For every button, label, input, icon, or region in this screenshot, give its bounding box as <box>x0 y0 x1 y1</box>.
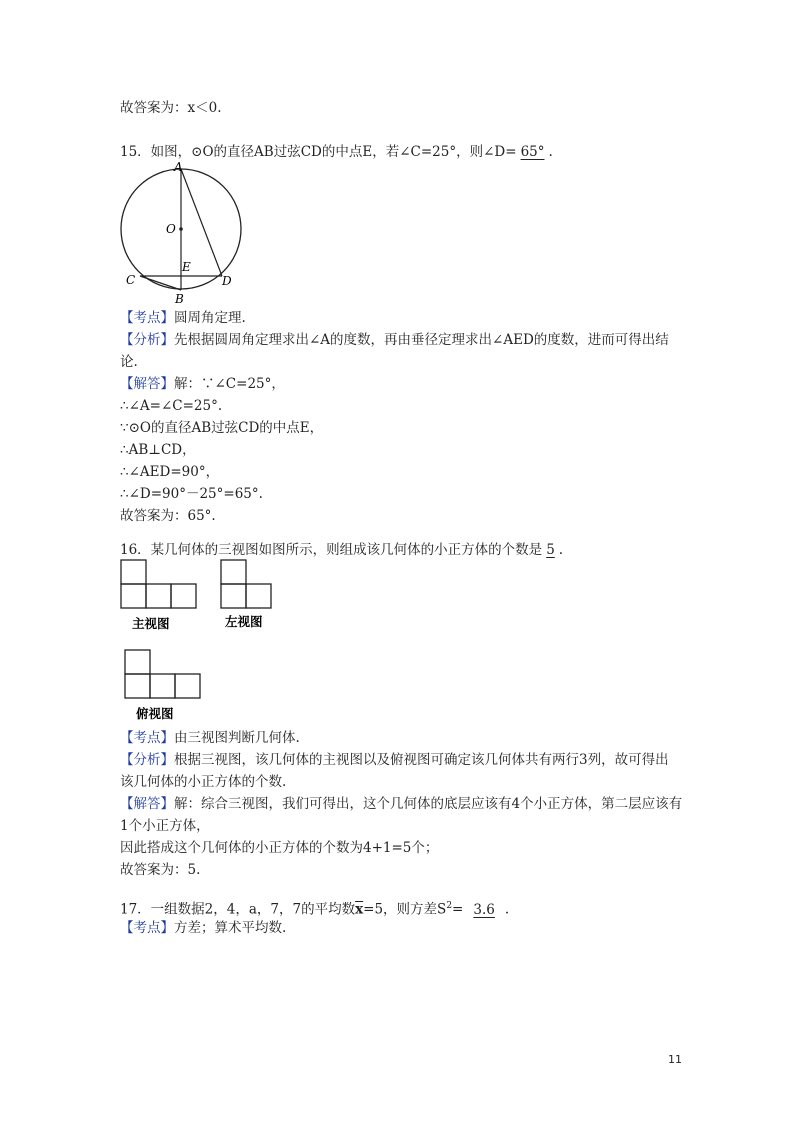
circle-figure <box>118 160 248 305</box>
q16-answer: 5 <box>546 542 555 558</box>
q15-step-6: ∴∠D=90°－25°=65°. <box>120 486 263 502</box>
left-view-label: 左视图 <box>225 614 263 629</box>
jieda-text: 解：综合三视图，我们可得出，这个几何体的底层应该有4个小正方体，第二层应该有 <box>174 796 683 812</box>
label-d: D <box>222 274 232 288</box>
q16-text: 16．某几何体的三视图如图所示，则组成该几何体的小正方体的个数是 <box>120 542 543 558</box>
label-e: E <box>182 260 191 274</box>
kaodian-tag: 【考点】 <box>120 920 174 936</box>
q17-text: 17．一组数据2，4，a，7，7的平均数 <box>120 901 356 918</box>
kaodian-text: 方差；算术平均数. <box>174 920 287 936</box>
kaodian-text: 由三视图判断几何体. <box>174 730 300 746</box>
jieda-tag: 【解答】 <box>120 796 174 812</box>
q16-jieda-3: 因此搭成这个几何体的小正方体的个数为4+1=5个； <box>120 840 439 856</box>
question-15 <box>120 142 553 162</box>
kaodian-tag: 【考点】 <box>120 730 174 746</box>
q17-mid: =5，则方差S <box>363 901 447 918</box>
q16-fenxi <box>120 750 669 770</box>
q17-eq: = <box>452 901 464 918</box>
kaodian-tag: 【考点】 <box>120 310 174 326</box>
q15-step-2: ∴∠A=∠C=25°. <box>120 398 223 414</box>
q17-sup: 2 <box>446 901 453 911</box>
chord-cb <box>140 276 181 290</box>
q16-end: . <box>558 542 564 558</box>
jieda-tag: 【解答】 <box>120 376 174 392</box>
q15-step-5: ∴∠AED=90°， <box>120 464 220 480</box>
x-bar: $\overline{x}$ <box>355 901 364 918</box>
question-16 <box>120 540 563 560</box>
front-view-figure <box>118 558 208 633</box>
front-view-label: 主视图 <box>132 616 170 631</box>
q15-text: 15．如图，⊙O的直径AB过弦CD的中点E，若∠C=25°，则∠D= <box>120 144 517 160</box>
label-a: A <box>174 160 183 174</box>
label-b: B <box>175 292 184 305</box>
q16-answer-line: 故答案为：5. <box>120 862 201 878</box>
q15-end: . <box>548 144 553 160</box>
fenxi-text: 根据三视图，该几何体的主视图以及俯视图可确定该几何体共有两行3列，故可得出 <box>174 752 669 768</box>
fenxi-text: 先根据圆周角定理求出∠A的度数，再由垂径定理求出∠AED的度数，进而可得出结 <box>174 332 669 348</box>
jieda-text: 解：∵∠C=25°， <box>174 376 285 392</box>
top-view-label: 俯视图 <box>136 706 174 721</box>
q16-kaodian <box>120 728 300 748</box>
q15-answer: 65° <box>520 144 545 160</box>
q17-answer: 3.6 <box>473 901 495 918</box>
q15-step-4: ∴AB⊥CD， <box>120 442 196 458</box>
center-point <box>179 227 183 231</box>
question-17 <box>120 896 509 920</box>
q15-fenxi <box>120 330 669 350</box>
fenxi-tag: 【分析】 <box>120 332 174 348</box>
q15-fenxi-cont: 论. <box>120 354 138 370</box>
q17-end: . <box>504 901 510 918</box>
page-number: 11 <box>668 1053 682 1066</box>
q17-kaodian <box>120 918 286 938</box>
top-view-figure <box>122 648 212 723</box>
left-view-figure <box>218 558 288 633</box>
fenxi-tag: 【分析】 <box>120 752 174 768</box>
q16-jieda-cont: 1个小正方体， <box>120 818 210 834</box>
q15-kaodian <box>120 308 246 328</box>
answer-line-q14: 故答案为：x＜0. <box>120 100 222 116</box>
q15-jieda <box>120 374 285 394</box>
q16-fenxi-cont: 该几何体的小正方体的个数. <box>120 774 287 790</box>
q16-jieda <box>120 794 682 814</box>
q15-step-3: ∵⊙O的直径AB过弦CD的中点E， <box>120 420 324 436</box>
kaodian-text: 圆周角定理. <box>174 310 246 326</box>
label-c: C <box>126 273 136 287</box>
q15-answer-line: 故答案为：65°. <box>120 508 216 524</box>
label-o: O <box>166 222 176 236</box>
